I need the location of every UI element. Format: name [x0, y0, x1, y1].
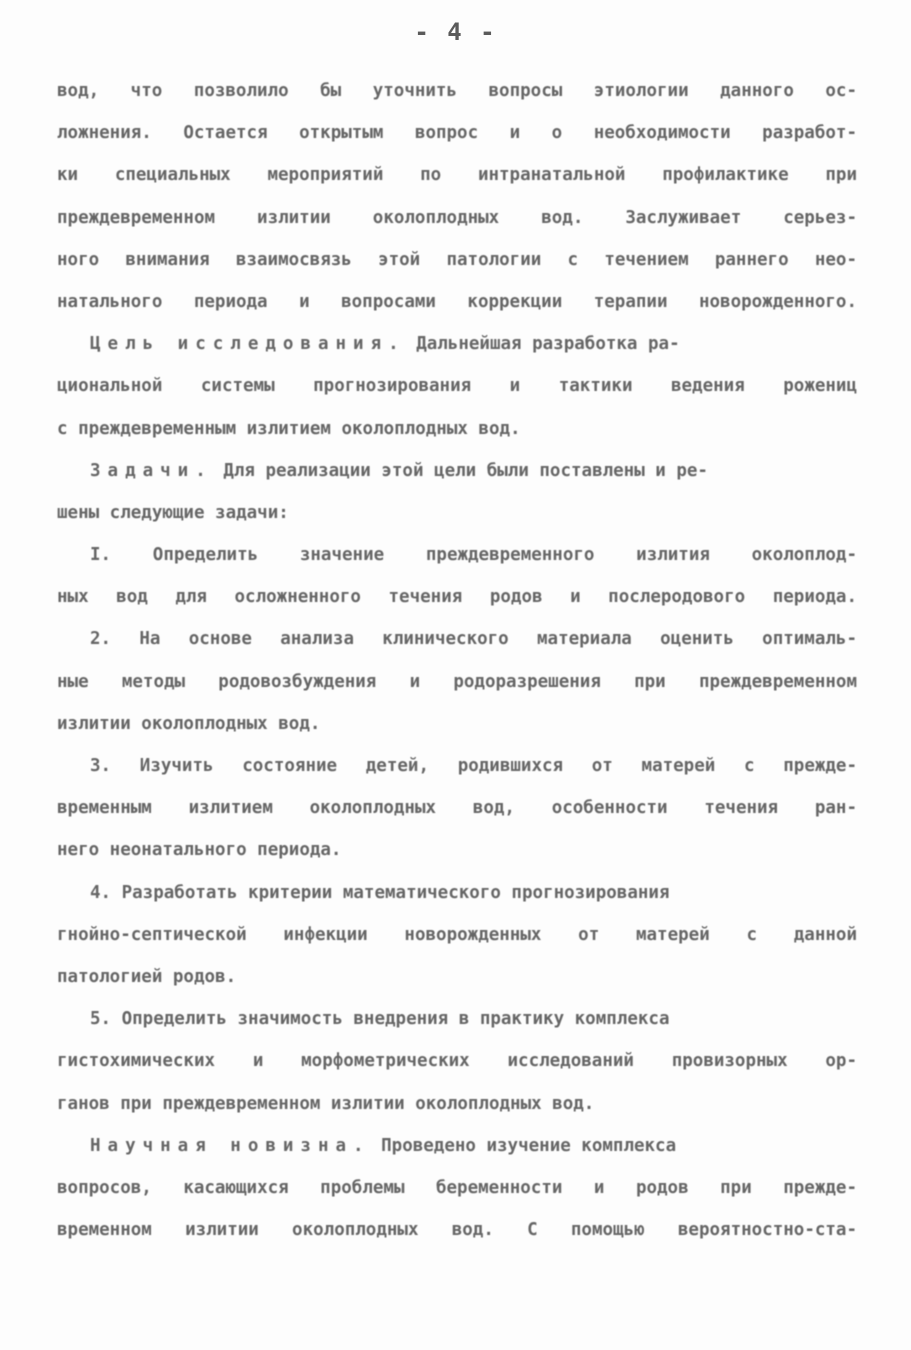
text-line: 3. Изучить состояние детей, родившихся от матерей с прежде-: [90, 756, 857, 776]
text-line: с преждевременным излитием околоплодных вод.: [57, 418, 521, 439]
text-line: ного внимания взаимосвязь этой патологии с течением раннего нео-: [57, 249, 857, 270]
text-line: него неонатального периода.: [57, 840, 342, 861]
text-line: [57, 1125, 857, 1167]
text-line: ложнения. Остается открытым вопрос и о необходимости разработ-: [57, 123, 857, 144]
text-line: гистохимических и морфометрических исследований провизорных ор-: [57, 1051, 857, 1072]
text-line: [57, 323, 857, 365]
task-item-3: [57, 745, 857, 872]
text-line: гнойно-септической инфекции новорожденных от матерей с данной: [57, 924, 857, 945]
text-line: 5. Определить значимость внедрения в практику комплекса: [90, 1009, 670, 1030]
text-line: ганов при преждевременном излитии околоплодных вод.: [57, 1093, 595, 1114]
text-line: 4. Разработать критерии математического прогнозирования: [90, 882, 670, 903]
section-heading-goal: Цель исследования.: [90, 334, 406, 355]
text-line: [57, 450, 857, 492]
text-line: ных вод для осложненного течения родов и послеродового периода.: [57, 587, 857, 608]
text-line: вопросов, касающихся проблемы беременности и родов при прежде-: [57, 1177, 857, 1198]
text-line: ные методы родовозбуждения и родоразрешения при преждевременном: [57, 671, 857, 692]
document-body: [57, 70, 857, 1251]
text-line: I. Определить значение преждевременного излития околоплод-: [90, 545, 857, 566]
task-item-1: [57, 534, 857, 618]
task-item-2: [57, 618, 857, 745]
task-item-5: [57, 998, 857, 1125]
text-line: ки специальных мероприятий по интранатальной профилактике при: [57, 165, 857, 186]
text-run: Проведено изучение комплекса: [381, 1135, 677, 1156]
section-heading-tasks: Задачи.: [90, 460, 213, 481]
section-heading-novelty: Научная новизна.: [90, 1135, 371, 1156]
text-run: Для реализации этой цели были поставлены и ре-: [223, 460, 708, 481]
paragraph-continuation: [57, 70, 857, 323]
text-line: вод, что позволило бы уточнить вопросы этиологии данного ос-: [57, 81, 857, 101]
paragraph-novelty: [57, 1125, 857, 1252]
text-line: временном излитии околоплодных вод. С помощью вероятностно-ста-: [57, 1220, 857, 1241]
text-line: излитии околоплодных вод.: [57, 713, 321, 734]
text-line: 2. На основе анализа клинического материала оценить оптималь-: [90, 629, 857, 650]
paragraph-tasks: [57, 450, 857, 534]
text-line: временным излитием околоплодных вод, особенности течения ран-: [57, 798, 857, 819]
text-run: Дальнейшая разработка ра-: [416, 334, 680, 355]
text-line: натального периода и вопросами коррекции терапии новорожденного.: [57, 291, 857, 312]
paragraph-goal: [57, 323, 857, 450]
page-number: - 4 -: [414, 18, 497, 46]
text-line: циональной системы прогнозирования и тактики ведения рожениц: [57, 376, 857, 397]
text-line: шены следующие задачи:: [57, 502, 289, 523]
text-line: преждевременном излитии околоплодных вод. Заслуживает серьез-: [57, 207, 857, 228]
task-item-4: [57, 872, 857, 999]
text-line: патологией родов.: [57, 966, 237, 987]
